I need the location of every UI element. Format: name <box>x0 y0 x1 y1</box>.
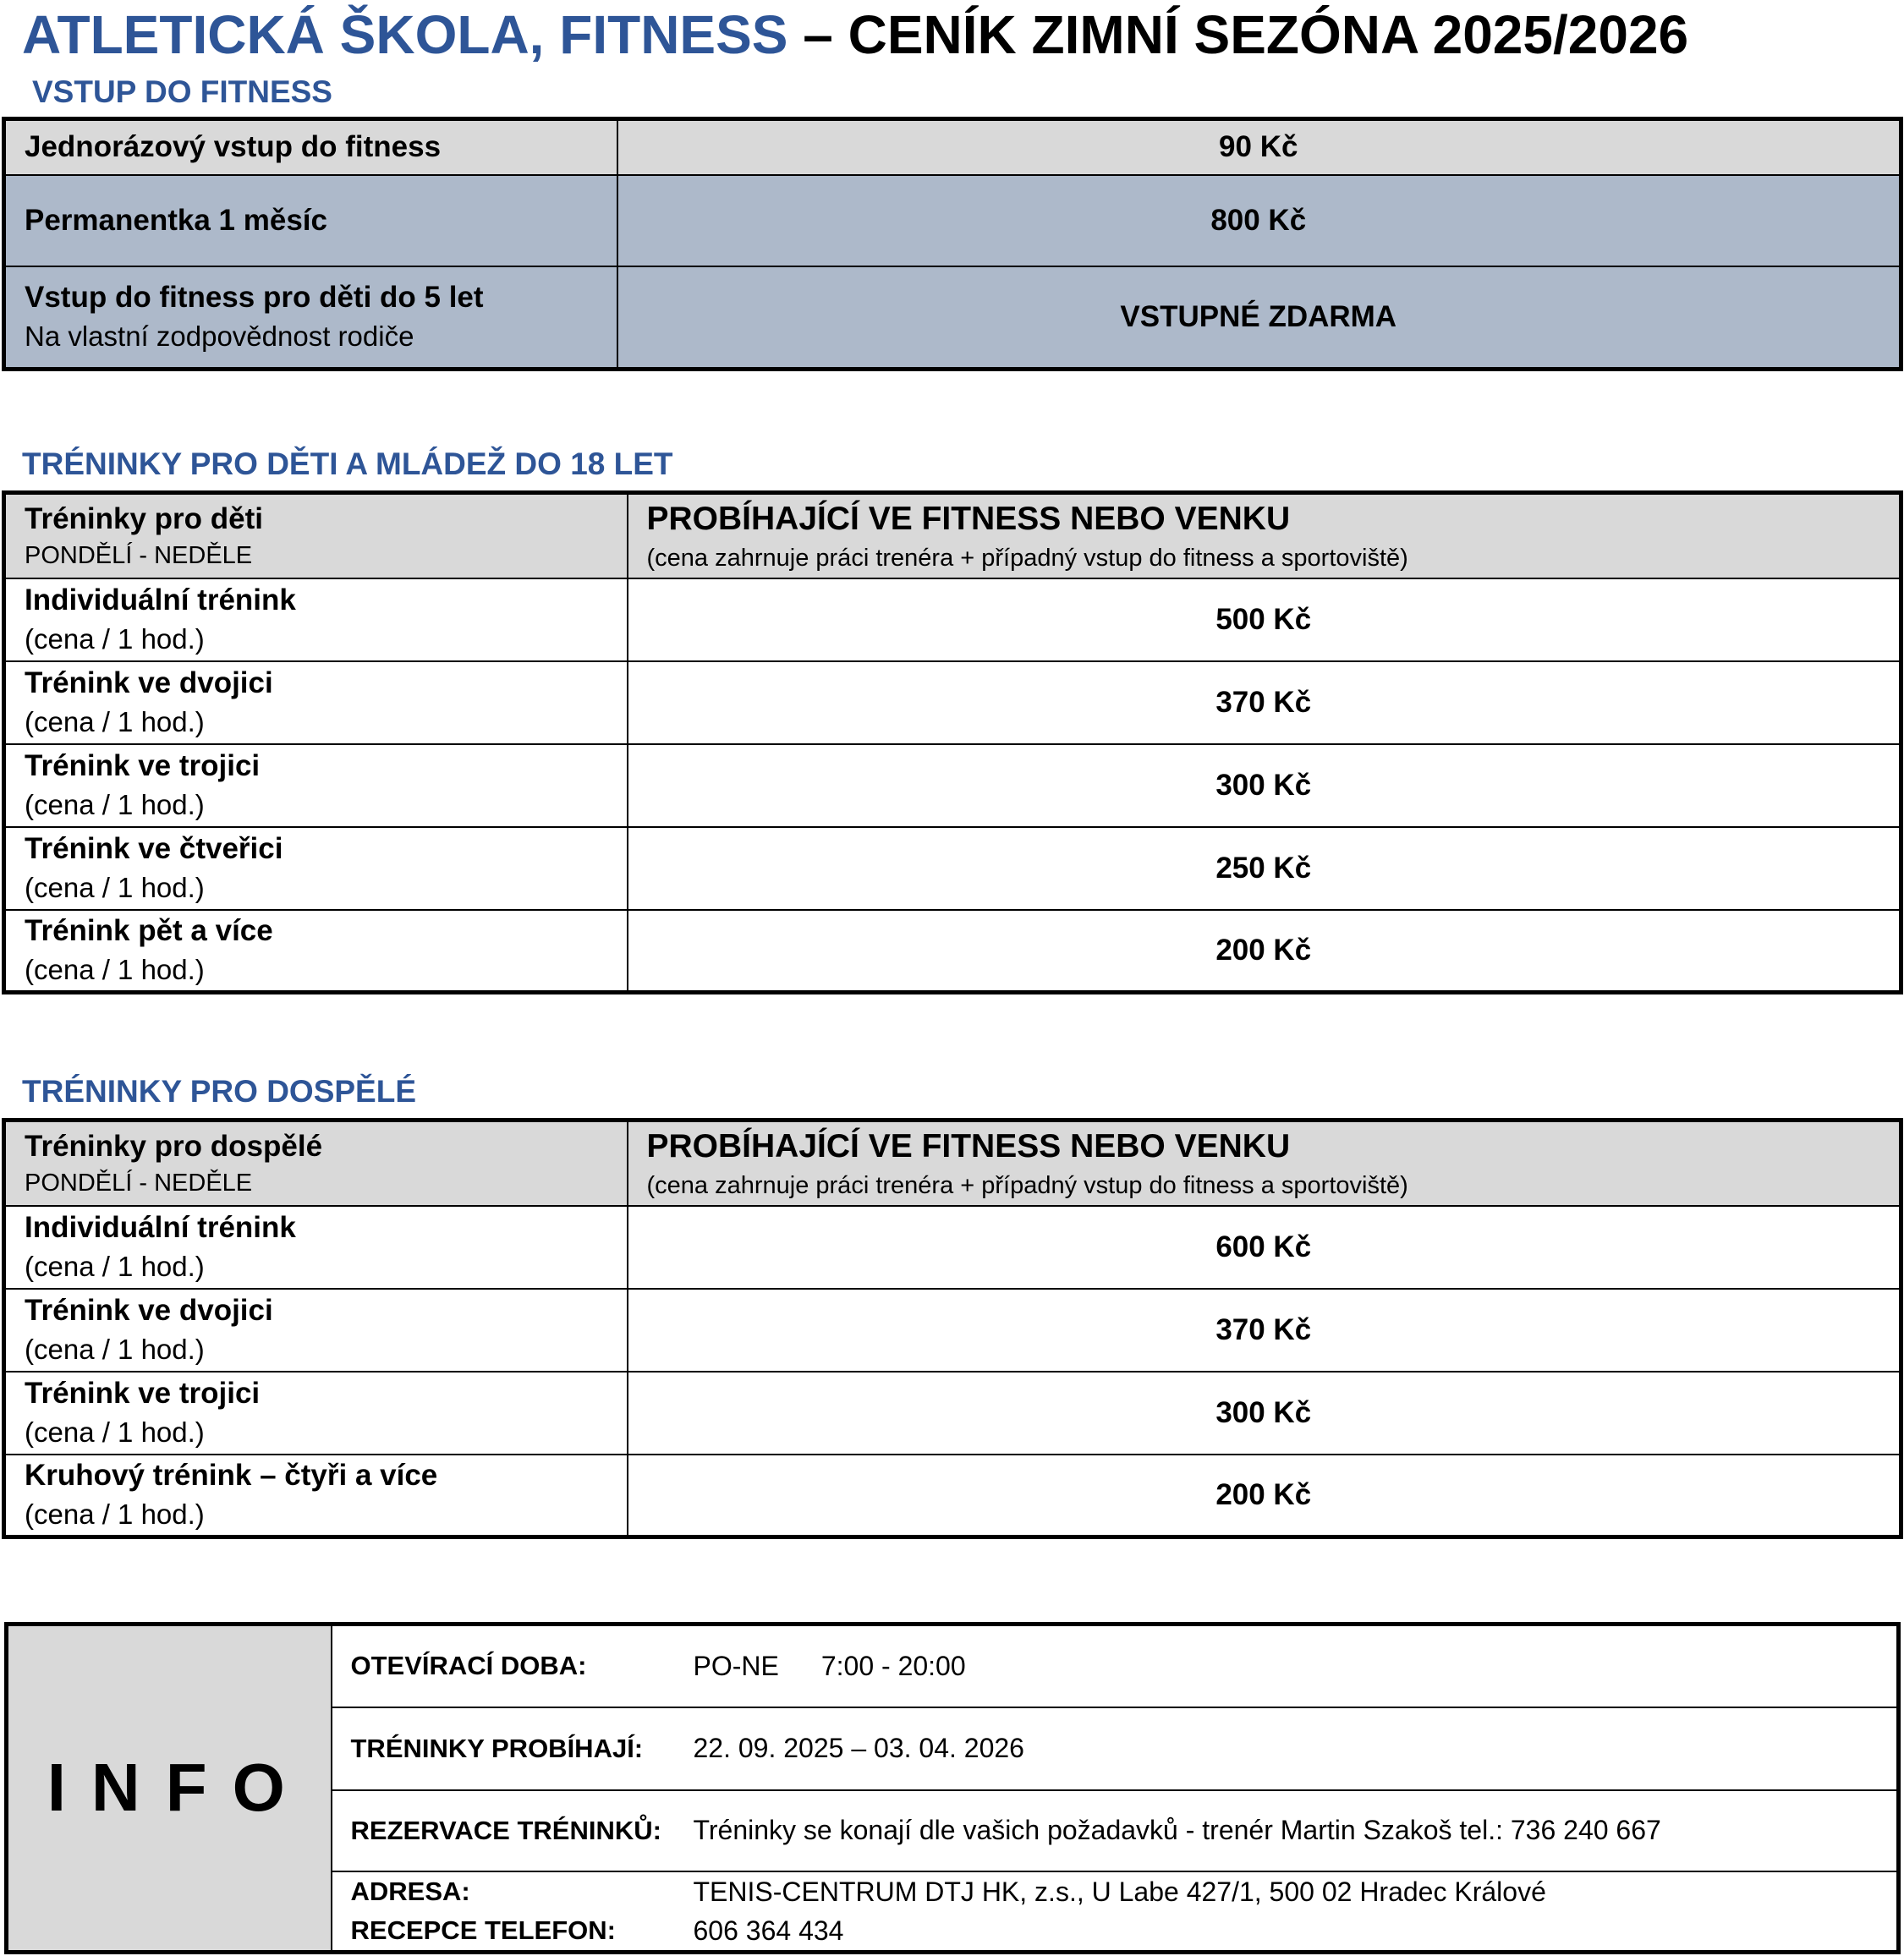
kids-heading: TRÉNINKY PRO DĚTI A MLÁDEŽ DO 18 LET <box>22 447 673 481</box>
fitness-row-note: Na vlastní zodpovědnost rodiče <box>25 320 414 352</box>
adults-row-price: 370 Kč <box>628 1289 1901 1372</box>
adults-header-days: PONDĚLÍ - NEDĚLE <box>25 1169 253 1197</box>
adults-header-label-cell <box>4 1120 628 1206</box>
adults-header-note: (cena zahrnuje práci trenéra + případný vstup do fitness a sportoviště) <box>646 1171 1408 1199</box>
info-table <box>4 1622 1901 1954</box>
table-row <box>4 910 1901 993</box>
kids-row-label: Trénink ve čtveřici <box>25 831 283 865</box>
adults-header-label: Tréninky pro dospělé <box>25 1129 323 1163</box>
fitness-row-price: VSTUPNÉ ZDARMA <box>617 266 1901 370</box>
info-opening-hours: 7:00 - 20:00 <box>820 1650 966 1681</box>
info-address-values <box>694 1871 1899 1953</box>
table-row <box>4 175 1901 266</box>
table-row <box>4 1289 1901 1372</box>
kids-header-label-cell <box>4 493 628 578</box>
adults-heading: TRÉNINKY PRO DOSPĚLÉ <box>22 1074 417 1109</box>
fitness-table <box>2 117 1903 371</box>
fitness-row-label-cell <box>4 266 617 370</box>
kids-row-label: Trénink pět a více <box>25 913 273 947</box>
kids-header-label: Tréninky pro děti <box>25 501 263 535</box>
table-row <box>4 661 1901 744</box>
adults-row-label: Kruhový trénink – čtyři a více <box>25 1458 438 1492</box>
kids-row-note: (cena / 1 hod.) <box>25 871 205 903</box>
info-opening-label: OTEVÍRACÍ DOBA: <box>332 1625 694 1707</box>
fitness-heading: VSTUP DO FITNESS <box>32 74 332 109</box>
kids-row-price: 500 Kč <box>628 578 1901 661</box>
info-title: INFO <box>7 1625 332 1953</box>
page-title <box>22 3 1688 66</box>
table-row <box>4 266 1901 370</box>
table-row <box>4 119 1901 175</box>
adults-header-title-cell <box>628 1120 1901 1206</box>
fitness-row-price: 800 Kč <box>617 175 1901 266</box>
info-row-opening <box>7 1625 1899 1707</box>
title-part-brand: ATLETICKÁ ŠKOLA, FITNESS <box>22 4 788 65</box>
fitness-row-label: Jednorázový vstup do fitness <box>4 119 617 175</box>
kids-header-title: PROBÍHAJÍCÍ VE FITNESS NEBO VENKU <box>646 500 1291 537</box>
info-opening-value <box>694 1625 1899 1707</box>
kids-row-note: (cena / 1 hod.) <box>25 788 205 820</box>
kids-row-label: Individuální trénink <box>25 583 296 616</box>
adults-table <box>2 1118 1903 1539</box>
table-row <box>4 827 1901 910</box>
table-header-row <box>4 1120 1901 1206</box>
adults-row-note: (cena / 1 hod.) <box>25 1333 205 1365</box>
adults-row-price: 300 Kč <box>628 1372 1901 1455</box>
fitness-row-label: Vstup do fitness pro děti do 5 let <box>25 280 484 314</box>
kids-table <box>2 490 1903 994</box>
adults-row-label: Trénink ve dvojici <box>25 1293 273 1327</box>
info-address-value: TENIS-CENTRUM DTJ HK, z.s., U Labe 427/1, 500 02 Hradec Králové <box>693 1876 1546 1907</box>
info-opening-days: PO-NE <box>693 1650 779 1681</box>
info-address-labels <box>332 1871 694 1953</box>
kids-row-label: Trénink ve trojici <box>25 748 261 782</box>
kids-row-label: Trénink ve dvojici <box>25 666 273 699</box>
kids-row-price: 300 Kč <box>628 744 1901 827</box>
table-row <box>4 578 1901 661</box>
kids-header-title-cell <box>628 493 1901 578</box>
table-row <box>4 1372 1901 1455</box>
kids-header-note: (cena zahrnuje práci trenéra + případný vstup do fitness a sportoviště) <box>646 544 1408 572</box>
table-row <box>4 744 1901 827</box>
fitness-row-label: Permanentka 1 měsíc <box>4 175 617 266</box>
kids-row-price: 200 Kč <box>628 910 1901 993</box>
kids-row-note: (cena / 1 hod.) <box>25 622 205 655</box>
kids-row-note: (cena / 1 hod.) <box>25 705 205 737</box>
fitness-row-price: 90 Kč <box>617 119 1901 175</box>
kids-row-price: 250 Kč <box>628 827 1901 910</box>
adults-row-note: (cena / 1 hod.) <box>25 1250 205 1282</box>
adults-row-note: (cena / 1 hod.) <box>25 1498 205 1530</box>
info-reservation-value: Tréninky se konají dle vašich požadavků - trenér Martin Szakoš tel.: 736 240 667 <box>694 1790 1899 1871</box>
info-training-label: TRÉNINKY PROBÍHAJÍ: <box>332 1707 694 1790</box>
table-row <box>4 1455 1901 1537</box>
kids-row-note: (cena / 1 hod.) <box>25 953 205 985</box>
adults-row-note: (cena / 1 hod.) <box>25 1416 205 1448</box>
info-reservation-label: REZERVACE TRÉNINKŮ: <box>332 1790 694 1871</box>
adults-row-label: Individuální trénink <box>25 1210 296 1244</box>
info-phone-label: RECEPCE TELEFON: <box>350 1915 616 1945</box>
table-header-row <box>4 493 1901 578</box>
title-part-season: – CENÍK ZIMNÍ SEZÓNA 2025/2026 <box>787 4 1689 65</box>
kids-header-days: PONDĚLÍ - NEDĚLE <box>25 541 253 569</box>
table-row <box>4 1206 1901 1289</box>
info-training-value: 22. 09. 2025 – 03. 04. 2026 <box>694 1707 1899 1790</box>
adults-row-label: Trénink ve trojici <box>25 1376 261 1410</box>
adults-row-price: 200 Kč <box>628 1455 1901 1537</box>
info-address-label: ADRESA: <box>350 1876 470 1906</box>
adults-row-price: 600 Kč <box>628 1206 1901 1289</box>
kids-row-price: 370 Kč <box>628 661 1901 744</box>
adults-header-title: PROBÍHAJÍCÍ VE FITNESS NEBO VENKU <box>646 1127 1291 1164</box>
info-phone-value: 606 364 434 <box>693 1915 844 1946</box>
